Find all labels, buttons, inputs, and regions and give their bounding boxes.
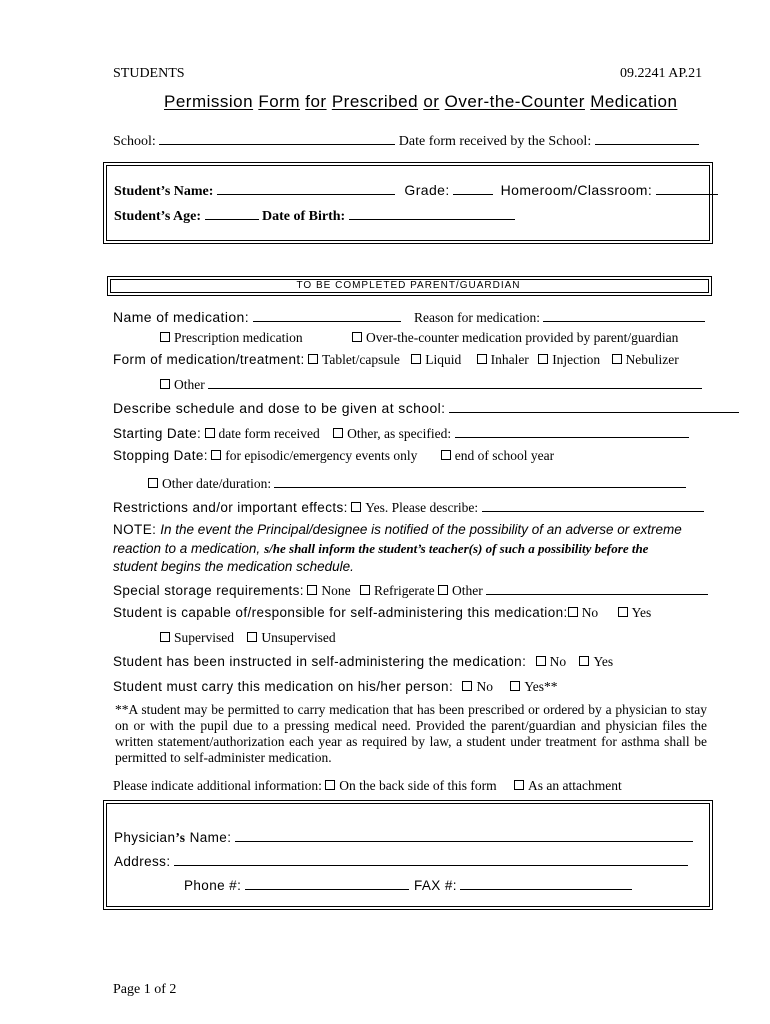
grade-field[interactable]	[453, 180, 493, 195]
stop-other-field[interactable]	[274, 473, 686, 488]
student-name-field[interactable]	[217, 180, 395, 195]
date-received-checkbox[interactable]	[205, 428, 215, 438]
injection-label: Injection	[552, 352, 601, 367]
physician-name-row	[114, 827, 693, 846]
student-age-label: Student’s Age:	[114, 209, 201, 224]
tablet-label: Tablet/capsule	[322, 352, 400, 367]
address-label: Address:	[114, 854, 171, 869]
date-received-option-label: date form received	[218, 426, 320, 441]
page-number: Page 1 of 2	[113, 982, 177, 997]
student-box-inner	[106, 165, 710, 241]
note-line-2b: s/he shall inform the student’s teacher(s) of such a possibility before the	[264, 541, 649, 556]
student-age-field[interactable]	[205, 205, 259, 220]
instructed-label: Student has been instructed in self-administering the medication:	[113, 654, 527, 669]
dob-label: Date of Birth:	[262, 209, 346, 224]
note-line-1: In the event the Principal/designee is notified of the possibility of an adverse or extreme	[160, 522, 682, 537]
student-name-label: Student’s Name:	[114, 184, 214, 199]
restrictions-row	[113, 497, 704, 516]
school-label: School:	[113, 134, 156, 149]
stop-other-label: Other date/duration:	[162, 476, 272, 491]
supervised-label: Supervised	[174, 630, 234, 645]
end-year-checkbox[interactable]	[441, 450, 451, 460]
instructed-no-checkbox[interactable]	[536, 656, 546, 666]
self-admin-row	[113, 605, 651, 621]
storage-other-checkbox[interactable]	[438, 585, 448, 595]
prescription-checkbox[interactable]	[160, 332, 170, 342]
dob-field[interactable]	[349, 205, 515, 220]
additional-info-row	[113, 778, 622, 794]
physician-name-field[interactable]	[235, 827, 693, 842]
start-other-field[interactable]	[455, 423, 689, 438]
student-name-row	[114, 180, 718, 200]
unsupervised-label: Unsupervised	[261, 630, 336, 645]
storage-other-field[interactable]	[486, 580, 708, 595]
storage-none-label: None	[321, 583, 351, 598]
storage-row	[113, 580, 708, 599]
phone-label: Phone #:	[184, 878, 242, 893]
homeroom-field[interactable]	[656, 180, 718, 195]
form-other-checkbox[interactable]	[160, 379, 170, 389]
section-label: STUDENTS	[113, 66, 185, 81]
starting-date-row	[113, 423, 689, 442]
attachment-label: As an attachment	[528, 778, 622, 793]
instructed-no-label: No	[549, 654, 567, 669]
starting-date-label: Starting Date:	[113, 426, 202, 441]
address-field[interactable]	[174, 851, 688, 866]
carry-footnote: **A student may be permitted to carry medication that has been prescribed or ordered by a physician to stay on or with the pupil due to a pressing medical need. Provided the parent/guardian and physician files the written statement/authorization each year as required by law, a student under treatment for asthma shall be permitted to self-administer medication.	[115, 702, 707, 765]
carry-label: Student must carry this medication on his/her person:	[113, 679, 454, 694]
supervision-row	[160, 630, 336, 646]
self-admin-yes-label: Yes	[631, 605, 652, 620]
episodic-checkbox[interactable]	[211, 450, 221, 460]
school-row	[113, 130, 699, 150]
restrictions-yes-label: Yes. Please describe:	[365, 500, 479, 515]
back-side-label: On the back side of this form	[339, 778, 497, 793]
additional-info-label: Please indicate additional information:	[113, 778, 322, 793]
start-other-checkbox[interactable]	[333, 428, 343, 438]
medication-name-field[interactable]	[253, 307, 401, 322]
fax-label: FAX #:	[414, 878, 457, 893]
restrictions-yes-checkbox[interactable]	[351, 502, 361, 512]
date-received-label: Date form received by the School:	[398, 134, 592, 149]
address-row	[114, 851, 688, 870]
stopping-date-row	[113, 448, 554, 464]
note-line-2a: reaction to a medication,	[113, 541, 261, 556]
stopping-date-label: Stopping Date:	[113, 448, 208, 463]
form-row	[113, 352, 679, 368]
carry-yes-label: Yes**	[524, 679, 558, 694]
carry-no-checkbox[interactable]	[462, 681, 472, 691]
supervised-checkbox[interactable]	[160, 632, 170, 642]
tablet-checkbox[interactable]	[308, 354, 318, 364]
reason-row	[414, 307, 705, 326]
unsupervised-checkbox[interactable]	[247, 632, 257, 642]
reason-label: Reason for medication:	[414, 310, 540, 325]
self-admin-label: Student is capable of/responsible for self-administering this medication:	[113, 605, 568, 620]
school-field[interactable]	[159, 130, 395, 145]
self-admin-no-label: No	[581, 605, 599, 620]
fax-field[interactable]	[460, 875, 632, 890]
restrictions-label: Restrictions and/or important effects:	[113, 500, 348, 515]
note-paragraph	[113, 521, 707, 576]
otc-option[interactable]	[352, 330, 678, 346]
storage-other-label: Other	[452, 583, 483, 598]
form-other-field[interactable]	[208, 374, 702, 389]
nebulizer-checkbox[interactable]	[612, 354, 622, 364]
liquid-label: Liquid	[425, 352, 462, 367]
carry-row	[113, 679, 558, 695]
schedule-label: Describe schedule and dose to be given at school:	[113, 400, 446, 416]
form-other-label: Other	[174, 377, 205, 392]
form-other-row	[160, 374, 702, 393]
refrigerate-label: Refrigerate	[373, 583, 435, 598]
note-label: NOTE:	[113, 522, 157, 537]
instructed-row	[113, 654, 613, 670]
medication-name-label: Name of medication:	[113, 309, 249, 325]
carry-no-label: No	[476, 679, 493, 694]
prescription-option[interactable]	[160, 330, 303, 346]
form-label: Form of medication/treatment:	[113, 352, 305, 367]
instructed-yes-checkbox[interactable]	[579, 656, 589, 666]
stop-other-checkbox[interactable]	[148, 478, 158, 488]
attachment-checkbox[interactable]	[514, 780, 524, 790]
refrigerate-checkbox[interactable]	[360, 585, 370, 595]
schedule-field[interactable]	[449, 398, 739, 413]
restrictions-field[interactable]	[482, 497, 704, 512]
reason-field[interactable]	[543, 307, 705, 322]
storage-label: Special storage requirements:	[113, 583, 304, 598]
liquid-checkbox[interactable]	[411, 354, 421, 364]
inhaler-label: Inhaler	[490, 352, 529, 367]
prescription-label: Prescription medication	[174, 330, 303, 345]
phone-fax-row	[184, 875, 632, 894]
storage-none-checkbox[interactable]	[307, 585, 317, 595]
otc-checkbox[interactable]	[352, 332, 362, 342]
schedule-row	[113, 398, 739, 418]
student-age-row	[114, 205, 515, 225]
phone-field[interactable]	[245, 875, 409, 890]
parent-section-title: TO BE COMPLETED PARENT/GUARDIAN	[296, 280, 521, 291]
stop-other-row	[148, 473, 686, 492]
note-line-3: student begins the medication schedule.	[113, 559, 354, 574]
physician-name-label: Physician’s Name:	[114, 830, 232, 845]
self-admin-yes-checkbox[interactable]	[618, 607, 628, 617]
policy-code: 09.2241 AP.21	[620, 66, 703, 81]
episodic-label: for episodic/emergency events only	[225, 448, 418, 463]
homeroom-label: Homeroom/Classroom:	[500, 182, 653, 198]
grade-label: Grade:	[404, 182, 450, 198]
date-received-field[interactable]	[595, 130, 699, 145]
self-admin-no-checkbox[interactable]	[568, 607, 578, 617]
instructed-yes-label: Yes	[593, 654, 614, 669]
carry-yes-checkbox[interactable]	[510, 681, 520, 691]
otc-label: Over-the-counter medication provided by parent/guardian	[366, 330, 679, 345]
back-side-checkbox[interactable]	[325, 780, 335, 790]
injection-checkbox[interactable]	[538, 354, 548, 364]
inhaler-checkbox[interactable]	[477, 354, 487, 364]
nebulizer-label: Nebulizer	[625, 352, 679, 367]
page-title: Permission Form for Prescribed or Over-the-Counter Medication	[164, 92, 678, 111]
start-other-label: Other, as specified:	[347, 426, 452, 441]
medication-name-row	[113, 307, 401, 327]
end-year-label: end of school year	[454, 448, 555, 463]
